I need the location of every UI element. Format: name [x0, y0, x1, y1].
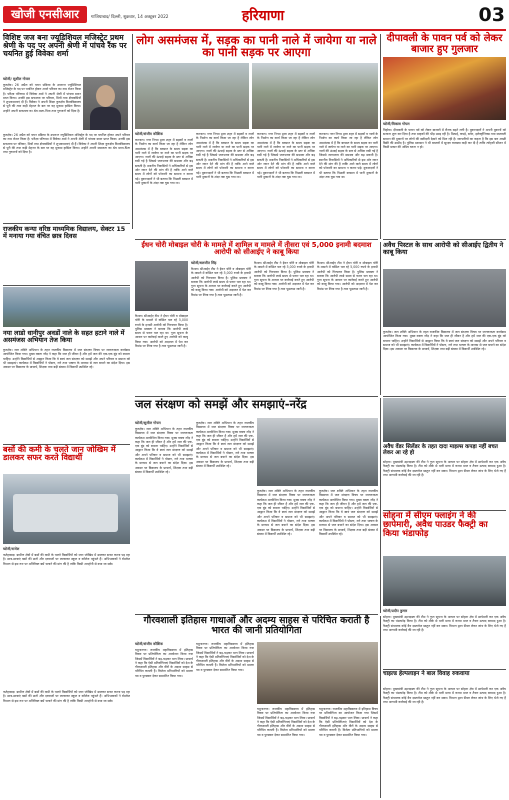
story-body-col-3: कुरुक्षेत्र। जल शक्ति अभियान के तहत राजकीय विद्यालय में जल संरक्षण विषय पर जागरूकता कार्यक्रम आयोजित किया गया। मुख्य वक्ता नरेंद्र ने कहा कि जल ही जीवन है और हमें जल की एक-एक बूंद को बचाना चाहिए। उन्होंने विद्यार्थियों से आह्वान किया कि वे स्वयं जल संरक्षण को समझें और अपने परिवार व समाज को भी समझाएं। कार्यक्रम में विद्यार्थियों ने पोस्टर, नारे तथा भाषण के माध्यम से जल बचाने का संदेश दिया। इस अवसर पर विद्यालय के प्राचार्य, शिक्षक तथा बड़ी संख्या में विद्यार्थी उपस्थित रहे। — [257, 489, 315, 536]
story-body-col-4: यमुनानगर। राजकीय महाविद्यालय में इतिहास विषय पर प्रतियोगिता का आयोजन किया गया जिसमें विद्यार्थियों ने बढ़-चढ़कर भाग लिया। प्राचार्य ने कहा कि ऐसी प्रतियोगिताएं विद्यार्थियों को देश के गौरवशाली इतिहास और वीरों के अदम्य साहस से परिचित कराती हैं। विजेता प्रतिभागियों को प्रमाण पत्र व पुरस्कार देकर सम्मानित किया गया। — [319, 707, 378, 737]
road-photo-1 — [135, 63, 249, 129]
headline: अवैध वेंडर सिलेंडर के तहत दादा माइल्स कपड़ा नहीं बचत लेकर आ रहे हो — [383, 444, 498, 456]
masthead — [3, 4, 506, 31]
divider — [3, 444, 130, 445]
story-body-col-3: करनाल। नगर निगम द्वारा शहर में सड़कों व नालों के निर्माण का कार्य किया जा रहा है लेकिन लोग असमंजस में हैं कि बरसात के समय सड़क का पानी नाले में जायेगा या नाले का पानी सड़क पर आएगा। नालों की ऊंचाई सड़क के स्तर से अधिक रखी गई है जिससे जलभराव की समस्या और बढ़ सकती है। स्थानीय निवासियों ने अधिकारियों से इस ओर ध्यान देने की मांग की है ताकि आने वाले समय में लोगों को परेशानी का सामना न करना पड़े। दुकानदारों ने भी बताया कि पिछली बरसात में पानी दुकानों के अंदर तक घुस गया था। — [257, 132, 315, 179]
bus-photo — [3, 474, 130, 544]
byline: खोजी/विकास गोयल — [383, 122, 410, 126]
divider — [383, 510, 506, 511]
logo-text: खोजी एनसीआर — [11, 7, 79, 21]
masthead-rule — [3, 29, 506, 31]
competition-photo — [257, 642, 378, 704]
story-water-conservation — [135, 398, 378, 613]
story-vivek-sharma — [3, 34, 130, 220]
story-body-col-3: यमुनानगर। राजकीय महाविद्यालय में इतिहास विषय पर प्रतियोगिता का आयोजन किया गया जिसमें विद्यार्थियों ने बढ़-चढ़कर भाग लिया। प्राचार्य ने कहा कि ऐसी प्रतियोगिताएं विद्यार्थियों को देश के गौरवशाली इतिहास और वीरों के अदम्य साहस से परिचित कराती हैं। विजेता प्रतिभागियों को प्रमाण पत्र व पुरस्कार देकर सम्मानित किया गया। — [257, 707, 315, 737]
byline: खोजी/सुशील गोयल — [135, 421, 161, 425]
story-body-bottom-left: फतेहाबाद। ग्रामीण क्षेत्रों में बसों की कमी के चलते विद्यार्थियों को जान जोखिम में डालकर सफर करना पड़ रहा है। छात्र-छात्राएं बसों की छतों और दरवाजों पर लटककर स्कूल व कॉलेज पहुंचते हैं। अभिभावकों ने रोडवेज विभाग से इस रूट पर अतिरिक्त बसें चलाने की मांग की है ताकि किसी अनहोनी से बचा जा सके। — [3, 690, 130, 703]
vendor-photo — [383, 398, 506, 442]
story-body-col-4: कुरुक्षेत्र। जल शक्ति अभियान के तहत राजकीय विद्यालय में जल संरक्षण विषय पर जागरूकता कार्यक्रम आयोजित किया गया। मुख्य वक्ता नरेंद्र ने कहा कि जल ही जीवन है और हमें जल की एक-एक बूंद को बचाना चाहिए। उन्होंने विद्यार्थियों से आह्वान किया कि वे स्वयं जल संरक्षण को समझें और अपने परिवार व समाज को भी समझाएं। कार्यक्रम में विद्यार्थियों ने पोस्टर, नारे तथा भाषण के माध्यम से जल बचाने का संदेश दिया। इस अवसर पर विद्यालय के प्राचार्य, शिक्षक तथा बड़ी संख्या में विद्यार्थी उपस्थित रहे। — [319, 489, 378, 536]
headline: चाइल्ड हेल्पलाइन ने बाल विवाह रुकवाया — [383, 671, 470, 677]
story-child-helpline — [383, 671, 506, 798]
story-body-col-2: यमुनानगर। राजकीय महाविद्यालय में इतिहास विषय पर प्रतियोगिता का आयोजन किया गया जिसमें विद्यार्थियों ने बढ़-चढ़कर भाग लिया। प्राचार्य ने कहा कि ऐसी प्रतियोगिताएं विद्यार्थियों को देश के गौरवशाली इतिहास और वीरों के अदम्य साहस से परिचित कराती हैं। विजेता प्रतिभागियों को प्रमाण पत्र व पुरस्कार देकर सम्मानित किया गया। — [196, 642, 254, 672]
divider — [380, 34, 381, 239]
story-body-col-2: कुरुक्षेत्र। जल शक्ति अभियान के तहत राजकीय विद्यालय में जल संरक्षण विषय पर जागरूकता कार्यक्रम आयोजित किया गया। मुख्य वक्ता नरेंद्र ने कहा कि जल ही जीवन है और हमें जल की एक-एक बूंद को बचाना चाहिए। उन्होंने विद्यार्थियों से आह्वान किया कि वे स्वयं जल संरक्षण को समझें और अपने परिवार व समाज को भी समझाएं। कार्यक्रम में विद्यार्थियों ने पोस्टर, नारे तथा भाषण के माध्यम से जल बचाने का संदेश दिया। इस अवसर पर विद्यालय के प्राचार्य, शिक्षक तथा बड़ी संख्या में विद्यार्थी उपस्थित रहे। — [196, 421, 254, 468]
story-pistol-arrest — [383, 242, 506, 395]
school-photo — [3, 287, 130, 327]
arrest-photo — [135, 261, 188, 311]
story-body-col-3: कैथल। सीआईए टीम ने ईंधन चोरी व मोबाइल चोरी के मामले में वांछित चल रहे 5,000 रुपये के इनामी आरोपी को गिरफ्तार किया है। पुलिस प्रवक्ता ने बताया कि आरोपी लम्बे समय से फरार चल रहा था। गुप्त सूचना के आधार पर कार्रवाई करते हुए आरोपी को काबू किया गया। आरोपी को अदालत में पेश कर रिमांड पर लिया गया है तथा पूछताछ जारी है। — [317, 261, 378, 291]
divider — [380, 398, 381, 613]
headline: ईंधन चोरी मोबाइल चोरी के मामले में शामिल व मामले में तीसरा एवं 5,000 इनामी बदमाश आरोपी को सीआईए ने काबू किया — [141, 241, 372, 257]
story-bus-shortage — [3, 446, 130, 686]
headline: जल संरक्षण को समझें और समझाएं-नरेंद्र — [135, 397, 307, 411]
byline: खोजी/संजीव कौशिक — [135, 132, 163, 136]
divider — [135, 239, 378, 240]
story-body: सोहना। मुख्यमंत्री उड़नदस्ता की टीम ने गुप्त सूचना के आधार पर सोहना क्षेत्र में छापेमारी कर एक अवैध फैक्ट्री का भंडाफोड़ किया है। टीम को मौके से भारी मात्रा में कच्चा माल व तैयार उत्पाद बरामद हुआ है। फैक्ट्री संचालक कोई वैध दस्तावेज प्रस्तुत नहीं कर सका। विभाग द्वारा सैंपल लेकर जांच के लिए भेजे गए हैं तथा आगामी कार्रवाई की जा रही है। — [383, 687, 506, 704]
story-sohna-raid — [383, 512, 506, 667]
story-body: पिहोवा। दीपावली के पावन पर्व को लेकर बाजारों में रौनक बढ़ने लगी है। दुकानदारों ने अपनी दुकानों को सजाना शुरू कर दिया है तथा ग्राहकों की भीड़ उमड़ रही है। मिठाई, कपड़े, बर्तन, इलेक्ट्रॉनिक्स तथा सजावटी सामान की दुकानों पर लोगों की खरीदारी देखने को मिल रही है। व्यापारियों का कहना है कि इस बार अच्छी बिक्री की उम्मीद है। पुलिस प्रशासन ने भी बाजारों में सुरक्षा व्यवस्था कड़ी कर दी है ताकि त्योहारी सीजन में किसी प्रकार की अप्रिय घटना न हो। — [383, 128, 506, 150]
portrait-photo — [83, 77, 128, 130]
byline: खोजी/संजीव कौशिक — [135, 642, 163, 646]
divider — [383, 669, 506, 670]
story-body: कुरुक्षेत्र। 26 अप्रैल को चयन प्रक्रिया के उपरान्त ज्यूडिशियल मजिस्ट्रेट के पद पर चयनित होकर अपने परिवार का नाम रोशन किया है। परीक्षा परिणाम में विवेका शर्मा ने अपनी श्रेणी में पांचवा स्थान प्राप्त किया। उनकी इस सफलता पर परिवार, मित्रों तथा क्षेत्रवासियों ने शुभकामनाएं दी हैं। विवेका ने अपनी शिक्षा कुरुक्षेत्र विश्वविद्यालय से पूरी की तथा कड़ी मेहनत के बल पर यह मुकाम हासिल किया। उन्होंने अपनी सफलता का श्रेय माता-पिता तथा गुरुजनों को दिया है। — [3, 83, 81, 113]
divider — [3, 285, 130, 286]
story-body-col-1: कुरुक्षेत्र। जल शक्ति अभियान के तहत राजकीय विद्यालय में जल संरक्षण विषय पर जागरूकता कार्यक्रम आयोजित किया गया। मुख्य वक्ता नरेंद्र ने कहा कि जल ही जीवन है और हमें जल की एक-एक बूंद को बचाना चाहिए। उन्होंने विद्यार्थियों से आह्वान किया कि वे स्वयं जल संरक्षण को समझें और अपने परिवार व समाज को भी समझाएं। कार्यक्रम में विद्यार्थियों ने पोस्टर, नारे तथा भाषण के माध्यम से जल बचाने का संदेश दिया। इस अवसर पर विद्यालय के प्राचार्य, शिक्षक तथा बड़ी संख्या में विद्यार्थी उपस्थित रहे। — [135, 427, 193, 474]
headline: अवैध पिस्टल के साथ आरोपी को सीआईए द्वितीय ने काबू किया — [383, 241, 504, 256]
divider — [383, 239, 506, 240]
story-body: फतेहाबाद। ग्रामीण क्षेत्रों में बसों की कमी के चलते विद्यार्थियों को जान जोखिम में डालकर सफर करना पड़ रहा है। छात्र-छात्राएं बसों की छतों और दरवाजों पर लटककर स्कूल व कॉलेज पहुंचते हैं। अभिभावकों ने रोडवेज विभाग से इस रूट पर अतिरिक्त बसें चलाने की मांग की है ताकि किसी अनहोनी से बचा जा सके। — [3, 553, 130, 566]
event-photo — [257, 418, 378, 486]
road-photo-2 — [252, 63, 378, 129]
story-body: सोहना। मुख्यमंत्री उड़नदस्ता की टीम ने गुप्त सूचना के आधार पर सोहना क्षेत्र में छापेमारी कर एक अवैध फैक्ट्री का भंडाफोड़ किया है। टीम को मौके से भारी मात्रा में कच्चा माल व तैयार उत्पाद बरामद हुआ है। फैक्ट्री संचालक कोई वैध दस्तावेज प्रस्तुत नहीं कर सका। विभाग द्वारा सैंपल लेकर जांच के लिए भेजे गए हैं तथा आगामी कार्रवाई की जा रही है। — [383, 460, 506, 477]
story-body-col-2: कैथल। सीआईए टीम ने ईंधन चोरी व मोबाइल चोरी के मामले में वांछित चल रहे 5,000 रुपये के इनामी आरोपी को गिरफ्तार किया है। पुलिस प्रवक्ता ने बताया कि आरोपी लम्बे समय से फरार चल रहा था। गुप्त सूचना के आधार पर कार्रवाई करते हुए आरोपी को काबू किया गया। आरोपी को अदालत में पेश कर रिमांड पर लिया गया है तथा पूछताछ जारी है। — [254, 261, 314, 291]
story-body: कुरुक्षेत्र। जल शक्ति अभियान के तहत राजकीय विद्यालय में जल संरक्षण विषय पर जागरूकता कार्यक्रम आयोजित किया गया। मुख्य वक्ता नरेंद्र ने कहा कि जल ही जीवन है और हमें जल की एक-एक बूंद को बचाना चाहिए। उन्होंने विद्यार्थियों से आह्वान किया कि वे स्वयं जल संरक्षण को समझें और अपने परिवार व समाज को भी समझाएं। कार्यक्रम में विद्यार्थियों ने पोस्टर, नारे तथा भाषण के माध्यम से जल बचाने का संदेश दिया। इस अवसर पर विद्यालय के प्राचार्य, शिक्षक तथा बड़ी संख्या में विद्यार्थी उपस्थित रहे। — [383, 330, 506, 352]
story-school-day — [3, 223, 130, 283]
dateline: गाजियाबाद/ दिल्ली, शुक्रवार, 14 अक्टूबर 2022 — [91, 15, 169, 20]
headline: सोहना में सीएम फ्लाइंग ने की छापेमारी, अवैध पाउडर फैक्ट्री का किया भंडाफोड़ — [383, 511, 488, 540]
divider — [380, 242, 381, 395]
story-body-col-0: कैथल। सीआईए टीम ने ईंधन चोरी व मोबाइल चोरी के मामले में वांछित चल रहे 5,000 रुपये के इनामी आरोपी को गिरफ्तार किया है। पुलिस प्रवक्ता ने बताया कि आरोपी लम्बे समय से फरार चल रहा था। गुप्त सूचना के आधार पर कार्रवाई करते हुए आरोपी को काबू किया गया। आरोपी को अदालत में पेश कर रिमांड पर लिया गया है तथा पूछताछ जारी है। — [135, 314, 188, 349]
story-body: कुरुक्षेत्र। जल शक्ति अभियान के तहत राजकीय विद्यालय में जल संरक्षण विषय पर जागरूकता कार्यक्रम आयोजित किया गया। मुख्य वक्ता नरेंद्र ने कहा कि जल ही जीवन है और हमें जल की एक-एक बूंद को बचाना चाहिए। उन्होंने विद्यार्थियों से आह्वान किया कि वे स्वयं जल संरक्षण को समझें और अपने परिवार व समाज को भी समझाएं। कार्यक्रम में विद्यार्थियों ने पोस्टर, नारे तथा भाषण के माध्यम से जल बचाने का संदेश दिया। इस अवसर पर विद्यालय के प्राचार्य, शिक्षक तथा बड़ी संख्या में विद्यार्थी उपस्थित रहे। — [3, 348, 130, 370]
story-vendor — [383, 398, 506, 508]
byline: खोजी/ सुशील गोयल — [3, 77, 30, 81]
factory-photo — [383, 556, 506, 606]
accused-photo — [383, 269, 506, 327]
story-body-col-2: करनाल। नगर निगम द्वारा शहर में सड़कों व नालों के निर्माण का कार्य किया जा रहा है लेकिन लोग असमंजस में हैं कि बरसात के समय सड़क का पानी नाले में जायेगा या नाले का पानी सड़क पर आएगा। नालों की ऊंचाई सड़क के स्तर से अधिक रखी गई है जिससे जलभराव की समस्या और बढ़ सकती है। स्थानीय निवासियों ने अधिकारियों से इस ओर ध्यान देने की मांग की है ताकि आने वाले समय में लोगों को परेशानी का सामना न करना पड़े। दुकानदारों ने भी बताया कि पिछली बरसात में पानी दुकानों के अंदर तक घुस गया था। — [196, 132, 254, 179]
story-body-continued: कुरुक्षेत्र। 26 अप्रैल को चयन प्रक्रिया के उपरान्त ज्यूडिशियल मजिस्ट्रेट के पद पर चयनित होकर अपने परिवार का नाम रोशन किया है। परीक्षा परिणाम में विवेका शर्मा ने अपनी श्रेणी में पांचवा स्थान प्राप्त किया। उनकी इस सफलता पर परिवार, मित्रों तथा क्षेत्रवासियों ने शुभकामनाएं दी हैं। विवेका ने अपनी शिक्षा कुरुक्षेत्र विश्वविद्यालय से पूरी की तथा कड़ी मेहनत के बल पर यह मुकाम हासिल किया। उन्होंने अपनी सफलता का श्रेय माता-पिता तथा गुरुजनों को दिया है। — [3, 133, 130, 155]
divider — [380, 616, 381, 798]
story-body: सोहना। मुख्यमंत्री उड़नदस्ता की टीम ने गुप्त सूचना के आधार पर सोहना क्षेत्र में छापेमारी कर एक अवैध फैक्ट्री का भंडाफोड़ किया है। टीम को मौके से भारी मात्रा में कच्चा माल व तैयार उत्पाद बरामद हुआ है। फैक्ट्री संचालक कोई वैध दस्तावेज प्रस्तुत नहीं कर सका। विभाग द्वारा सैंपल लेकर जांच के लिए भेजे गए हैं तथा आगामी कार्रवाई की जा रही है। — [383, 615, 506, 632]
story-body-col-1: कैथल। सीआईए टीम ने ईंधन चोरी व मोबाइल चोरी के मामले में वांछित चल रहे 5,000 रुपये के इनामी आरोपी को गिरफ्तार किया है। पुलिस प्रवक्ता ने बताया कि आरोपी लम्बे समय से फरार चल रहा था। गुप्त सूचना के आधार पर कार्रवाई करते हुए आरोपी को काबू किया गया। आरोपी को अदालत में पेश कर रिमांड पर लिया गया है तथा पूछताछ जारी है। — [191, 267, 251, 297]
story-diwali-market — [383, 34, 506, 239]
byline: खोजी/राजेश — [3, 547, 20, 551]
story-body-col-4: करनाल। नगर निगम द्वारा शहर में सड़कों व नालों के निर्माण का कार्य किया जा रहा है लेकिन लोग असमंजस में हैं कि बरसात के समय सड़क का पानी नाले में जायेगा या नाले का पानी सड़क पर आएगा। नालों की ऊंचाई सड़क के स्तर से अधिक रखी गई है जिससे जलभराव की समस्या और बढ़ सकती है। स्थानीय निवासियों ने अधिकारियों से इस ओर ध्यान देने की मांग की है ताकि आने वाले समय में लोगों को परेशानी का सामना न करना पड़े। दुकानदारों ने भी बताया कि पिछली बरसात में पानी दुकानों के अंदर तक घुस गया था। — [319, 132, 378, 179]
headline: विशिष्ट जज बना ज्यूडिशियल मजिस्ट्रेट प्रथम श्रेणी के पद पर अपनी श्रेणी में पांचवे रैंक पर चयनित हुई विवेका शर्मा — [3, 33, 127, 58]
headline: लोग असमंजस में, सड़क का पानी नाले में जायेगा या नाले का पानी सड़क पर आएगा — [136, 33, 377, 60]
byline: खोजी/प्रदीप कुमार — [383, 609, 408, 613]
divider — [3, 223, 130, 224]
story-nala-drive — [3, 287, 130, 442]
headline: बसों की कमी के चलते जान जोखिम में डालकर सफर करते विद्यार्थी — [3, 445, 116, 463]
story-body-col-1: यमुनानगर। राजकीय महाविद्यालय में इतिहास विषय पर प्रतियोगिता का आयोजन किया गया जिसमें विद्यार्थियों ने बढ़-चढ़कर भाग लिया। प्राचार्य ने कहा कि ऐसी प्रतियोगिताएं विद्यार्थियों को देश के गौरवशाली इतिहास और वीरों के अदम्य साहस से परिचित कराती हैं। विजेता प्रतिभागियों को प्रमाण पत्र व पुरस्कार देकर सम्मानित किया गया। — [135, 648, 193, 678]
headline: दीपावली के पावन पर्व को लेकर बाजार हुए गुलजार — [386, 33, 503, 55]
headline: राजकीय कन्या वरिष्ठ माध्यमिक विद्यालय, सेक्टर 15 में मनाया गया वंचित छात्र दिवस — [3, 225, 126, 240]
headline: नया लाडो धानीपुर अवडों नाले के सहत हटाने नाले में असमंजस अभियान तेज किया — [3, 329, 125, 344]
masthead-logo — [3, 6, 87, 23]
divider — [135, 614, 378, 615]
divider — [383, 396, 506, 397]
story-road-drain — [135, 34, 378, 239]
divider — [135, 396, 378, 397]
section-title: हरियाणा — [241, 8, 285, 24]
page-number: 03 — [478, 4, 505, 26]
story-history-competition — [135, 616, 378, 798]
byline: खोजी/बलजीत सिंह — [191, 261, 217, 265]
story-body-col-1: करनाल। नगर निगम द्वारा शहर में सड़कों व नालों के निर्माण का कार्य किया जा रहा है लेकिन लोग असमंजस में हैं कि बरसात के समय सड़क का पानी नाले में जायेगा या नाले का पानी सड़क पर आएगा। नालों की ऊंचाई सड़क के स्तर से अधिक रखी गई है जिससे जलभराव की समस्या और बढ़ सकती है। स्थानीय निवासियों ने अधिकारियों से इस ओर ध्यान देने की मांग की है ताकि आने वाले समय में लोगों को परेशानी का सामना न करना पड़े। दुकानदारों ने भी बताया कि पिछली बरसात में पानी दुकानों के अंदर तक घुस गया था। — [135, 138, 193, 185]
headline: गौरवशाली इतिहास गाथाओं और अदम्य साहस से परिचित कराती है भारत की जानी प्रतियोगिता — [143, 615, 370, 636]
market-photo — [383, 57, 506, 120]
divider — [132, 34, 133, 229]
story-cia-arrest — [135, 242, 378, 395]
